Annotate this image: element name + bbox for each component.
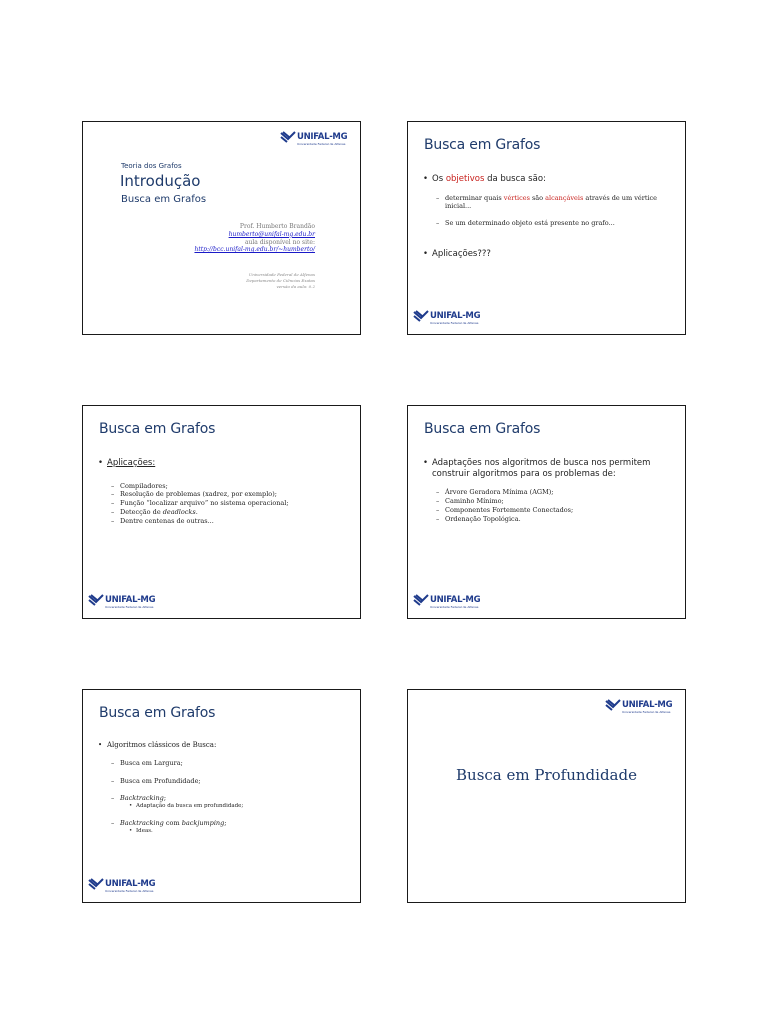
sub-bullet: – Dentre centenas de outras...	[98, 517, 350, 526]
logo-text: UNIFAL-MG	[430, 311, 481, 321]
site-url-link[interactable]: http://bcc.unifal-mg.edu.br/~humberto/	[194, 246, 315, 254]
sub-bullet: – Resolução de problemas (xadrez, por exemplo);	[98, 490, 350, 499]
slide-subtitle: Busca em Grafos	[121, 194, 207, 205]
sub-bullet: – Compiladores;	[98, 482, 350, 491]
bullet: • Adaptações nos algoritmos de busca nos permitem construir algoritmos para os problemas de:	[423, 458, 665, 479]
sub-bullet: – Componentes Fortemente Conectados;	[423, 506, 665, 515]
logo-text: UNIFAL-MG	[105, 879, 156, 889]
logo-subtext: Universidade Federal de Alfenas	[622, 710, 671, 714]
sub-bullet: – Backtracking com backjumping;	[98, 819, 350, 828]
slide-body	[98, 458, 350, 525]
sub-bullet: – Caminho Mínimo;	[423, 497, 665, 506]
sub-sub-bullet: • Ideas.	[98, 828, 350, 835]
institution-line: Universidade Federal de Alfenas	[248, 272, 315, 277]
slide-3	[82, 405, 361, 619]
unifal-emblem-icon	[413, 594, 429, 608]
logo-subtext: Universidade Federal de Alfenas	[430, 605, 479, 609]
sub-bullet: – determinar quais vértices são alcançáveis através de um vértice inicial...	[423, 194, 675, 212]
sub-bullet: – Detecção de deadlocks.	[98, 508, 350, 517]
sub-sub-bullet: • Adaptação da busca em profundidade;	[98, 803, 350, 810]
site-label: aula disponível no site:	[244, 238, 315, 246]
slide-body	[98, 741, 350, 835]
slide-5	[82, 689, 361, 903]
unifal-emblem-icon	[605, 699, 621, 713]
slide-title: Busca em Grafos	[424, 137, 541, 153]
unifal-logo	[88, 878, 158, 896]
slide-6	[407, 689, 686, 903]
sub-bullet: – Ordenação Topológica.	[423, 515, 665, 524]
logo-text: UNIFAL-MG	[430, 595, 481, 605]
slide-1	[82, 121, 361, 335]
unifal-logo	[413, 594, 483, 612]
slide-body	[423, 458, 665, 523]
institution-line: versão da aula: 0.2	[276, 283, 315, 289]
institution-info	[246, 272, 315, 289]
logo-subtext: Universidade Federal de Alfenas	[105, 889, 154, 893]
sub-bullet: – Backtracking;	[98, 794, 350, 803]
sub-bullet: – Função “localizar arquivo” no sistema operacional;	[98, 499, 350, 508]
bullet: • Aplicações:	[98, 458, 350, 469]
highlight-text: objetivos	[445, 174, 485, 184]
unifal-emblem-icon	[280, 131, 296, 145]
unifal-logo	[88, 594, 158, 612]
slide-4	[407, 405, 686, 619]
unifal-emblem-icon	[88, 594, 104, 608]
author-info	[194, 223, 315, 254]
unifal-logo	[413, 310, 483, 328]
unifal-emblem-icon	[88, 878, 104, 892]
highlight-text: alcançáveis	[545, 193, 584, 202]
sub-bullet: – Busca em Largura;	[98, 759, 350, 768]
logo-text: UNIFAL-MG	[105, 595, 156, 605]
sub-bullet: – Árvore Geradora Mínima (AGM);	[423, 488, 665, 497]
logo-subtext: Universidade Federal de Alfenas	[105, 605, 154, 609]
author-name: Prof. Humberto Brandão	[239, 223, 315, 230]
logo-subtext: Universidade Federal de Alfenas	[297, 142, 346, 146]
slide-2	[407, 121, 686, 335]
slide-main-title: Introdução	[120, 172, 201, 190]
slide-title: Busca em Grafos	[99, 705, 216, 721]
sub-bullet: – Se um determinado objeto está presente no grafo...	[423, 219, 675, 228]
slide-body	[423, 174, 675, 260]
unifal-logo	[280, 131, 350, 149]
course-name: Teoria dos Grafos	[121, 162, 182, 170]
unifal-logo	[605, 699, 675, 717]
unifal-emblem-icon	[413, 310, 429, 324]
slide-main-title: Busca em Profundidade	[456, 766, 637, 784]
bullet: • Algoritmos clássicos de Busca:	[98, 741, 350, 750]
slide-title: Busca em Grafos	[424, 421, 541, 437]
highlight-text: vértices	[503, 193, 530, 202]
logo-text: UNIFAL-MG	[297, 132, 348, 142]
sub-bullet: – Busca em Profundidade;	[98, 777, 350, 786]
bullet: • Os objetivos da busca são:	[423, 174, 675, 185]
institution-line: Departamento de Ciências Exatas	[246, 277, 315, 283]
logo-subtext: Universidade Federal de Alfenas	[430, 321, 479, 325]
bullet: • Aplicações???	[423, 249, 675, 260]
slide-title: Busca em Grafos	[99, 421, 216, 437]
author-email-link[interactable]: humberto@unifal-mg.edu.br	[228, 230, 315, 238]
logo-text: UNIFAL-MG	[622, 700, 673, 710]
